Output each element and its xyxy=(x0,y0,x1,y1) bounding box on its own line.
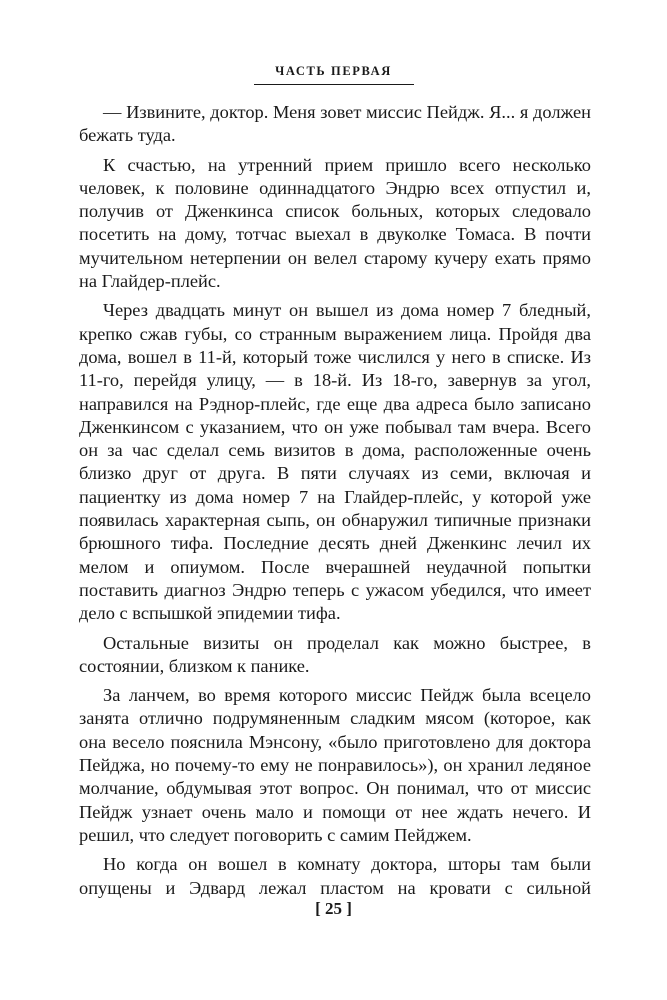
paragraph-6: Но когда он вошел в комнату доктора, шторы там были опущены и Эдвард лежал пластом на кровати с сильной xyxy=(79,854,591,898)
paragraph-5: За ланчем, во время которого миссис Пейдж была всецело занята отлично подрумяненным сладким мясом (которое, как она весело пояснила Мэнсону, «было приготовлено для доктора Пейджа, но почему-то ему не понравилось»), он хранил ледяное молчание, обдумывая этот вопрос. Он понимал, что от миссис Пейдж узнает очень мало и помощи от нее ждать нечего. И решил, что следует поговорить с самим Пейджем. xyxy=(79,685,591,845)
paragraph-3: Через двадцать минут он вышел из дома номер 7 бледный, крепко сжав губы, со странным выражением лица. Пройдя два дома, вошел в 11-й, который тоже числился у него в списке. Из 11-го, перейдя улицу, — в 18-й. Из 18-го, завернув за угол, направился на Рэднор-плейс, где еще два адреса было записано Дженкинсом с указанием, что он уже побывал там вчера. Всего он за час сделал семь визитов в дома, расположенные очень близко друг от друга. В пяти случаях из семи, включая и пациентку из дома номер 7 на Глайдер-плейс, у которой уже появилась характерная сыпь, он обнаружил типичные признаки брюшного тифа. Последние десять дней Дженкинс лечил их мелом и опиумом. После вчерашней неудачной попытки поставить диагноз Эндрю теперь с ужасом убедился, что имеет дело с вспышкой эпидемии тифа. xyxy=(79,300,591,624)
paragraph-2: К счастью, на утренний прием пришло всего несколько человек, к половине одиннадцатого Эндрю всех отпустил и, получив от Дженкинса список больных, которых следовало посетить на дому, тотчас выехал в двуколке Томаса. В почти мучительном нетерпении он велел старому кучеру ехать прямо на Глайдер-плейс. xyxy=(79,154,591,292)
running-header: ЧАСТЬ ПЕРВАЯ xyxy=(275,64,392,78)
header-rule xyxy=(254,84,414,85)
paragraph-1: — Извините, доктор. Меня зовет миссис Пейдж. Я... я должен бежать туда. xyxy=(79,102,591,146)
paragraph-4: Остальные визиты он проделал как можно быстрее, в состоянии, близком к панике. xyxy=(79,632,591,676)
page-number: [ 25 ] xyxy=(315,899,352,918)
body-text xyxy=(79,101,591,900)
